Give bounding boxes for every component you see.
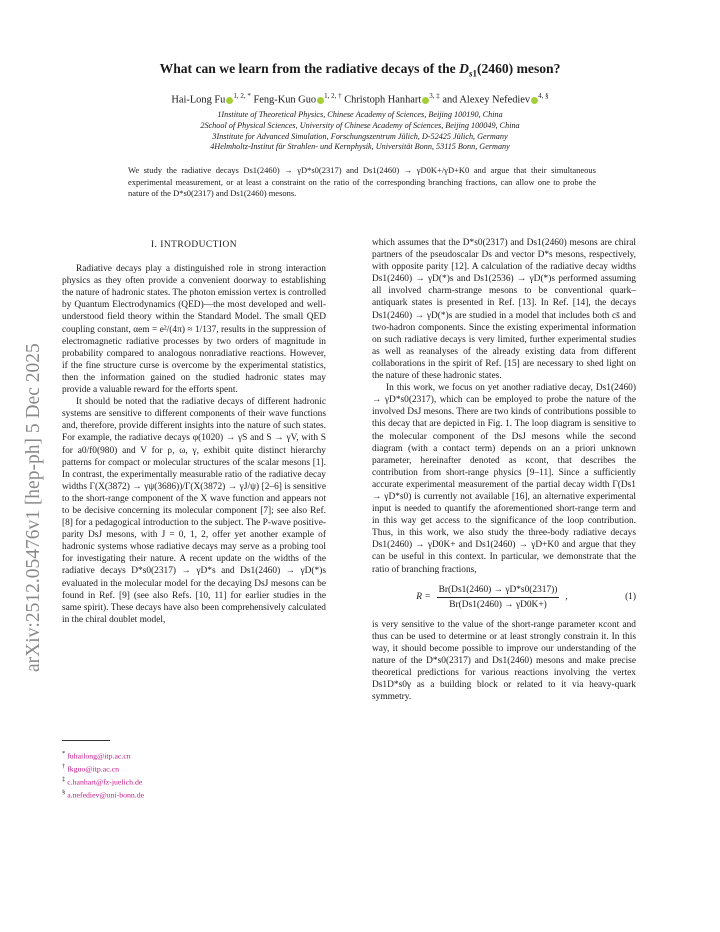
author-name: Christoph Hanhart (344, 94, 422, 106)
arxiv-stamp-text: arXiv:2512.05476v1 [hep-ph] 5 Dec 2025 (23, 343, 44, 672)
author-marks: 1, 2, * (233, 92, 251, 100)
footnote (62, 762, 144, 775)
author-name: Feng-Kun Guo (253, 94, 317, 106)
author-marks: 4, § (538, 92, 549, 100)
footnote (62, 749, 144, 762)
abstract: We study the radiative decays Ds1(2460) → γD*s0(2317) and Ds1(2460) → γD0K+/γD+K0 and argue that their simultaneous experimental measurement, or at least a constraint on the ratio of the corresponding branching fractions, can allow one to probe the nature of the D*s0(2317) and Ds1(2460) mesons. (128, 165, 596, 199)
footnote-rule (62, 740, 110, 741)
equation-fraction (437, 584, 560, 611)
footnote-mark: * (62, 750, 66, 757)
paragraph: In this work, we focus on yet another radiative decay, Ds1(2460) → γD*s0(2317), which can be employed to probe the nature of the involved DsJ mesons. There are two kinds of contributions possible to this decay that are depicted in Fig. 1. The loop diagram is sensitive to the molecular component of the DsJ mesons while the second diagram (with a contact term) depends on an a priori unknown parameter, hereinafter denoted as κcont, that describes the contribution from short-range physics [9–11]. Since a sufficiently accurate experimental measurement of the partial decay width Γ(Ds1 → γD*s0) is currently not available [16], an alternative experimental input is needed to quantify the aforementioned short-range term and in this way get access to the significance of the loop contribution. Thus, in this work, we also study the three-body radiative decays Ds1(2460) → γD0K+ and Ds1(2460) → γD+K0 and argue that they can be useful in this context. In particular, we demonstrate that the ratio of branching fractions, (372, 383, 636, 575)
email-link[interactable]: fuhailong@itp.ac.cn (67, 751, 131, 761)
author-marks: 3, ‡ (429, 92, 440, 100)
email-link[interactable]: a.nefediev@uni-bonn.de (67, 790, 145, 800)
author-name: Hai-Long Fu (171, 94, 226, 106)
equation-number: (1) (625, 592, 636, 603)
author-name: Alexey Nefediev (459, 94, 531, 106)
footnote-mark: § (62, 789, 66, 797)
arxiv-stamp (6, 262, 54, 674)
author-list (80, 92, 640, 105)
author-marks: 1, 2, † (324, 92, 342, 100)
paragraph: which assumes that the D*s0(2317) and Ds1(2460) mesons are chiral partners of the pseudoscalar Ds and vector D*s mesons, respectively, with opposite parity [12]. A calculation of the radiative decay widths Ds1(2460) → γD(*)s and Ds1(2536) → γD(*)s performed assuming all involved charm-strange mesons to be conventional quark–antiquark states is presented in Ref. [13]. In Ref. [14], the decays Ds1(2460) → γD(*)s are studied in a model that includes both cs̄ and two-hadron components. Since the existing experimental information on such radiative decays is very limited, further experimental studies as well as reanalyses of the already existing data from different collaborations in the spirit of Ref. [15] are necessary to shed light on the nature of these hadronic states. (372, 238, 636, 382)
authors-connector: and (442, 94, 458, 106)
paper-title: What can we learn from the radiative decays of the $D_{s1}(2460)$ meson? (159, 61, 561, 79)
left-column (62, 239, 326, 626)
equation-lhs: R = (416, 592, 431, 603)
right-column (372, 237, 636, 703)
email-link[interactable]: c.hanhart@fz-juelich.de (67, 777, 143, 787)
equation-numerator: Br(Ds1(2460) → γD*s0(2317)) (437, 584, 560, 598)
paragraph: It should be noted that the radiative decays of different hadronic systems are sensitive to different components of their wave functions and, therefore, provide different insights into the nature of such states. For example, the radiative decays φ(1020) → γS and S → γV, with S for a0/f0(980) and V for ρ, ω, γ, exhibit quite distinct hierarchy patterns for compact or molecular structures of the scalar mesons [1]. In contrast, the experimentally measurable ratio of the radiative decay widths Γ(X(3872) → γψ(3686))/Γ(X(3872) → γJ/ψ) [2–6] is sensitive to the short-range component of the X wave function and appears not to be decisive concerning its molecular component [7]; see also Ref. [8] for a pedagogical introduction to the subject. The P-wave positive-parity DsJ mesons, with J = 0, 1, 2, offer yet another example of hadronic systems whose radiative decays may serve as a probing tool for investigating their nature. A recent update on the widths of the radiative decays D*s0(2317) → γD*s and Ds1(2460) → γD(*)s evaluated in the molecular model for the decaying DsJ mesons can be found in Ref. [9] (see also Refs. [10, 11] for earlier studies in the same spirit). These decays have also been comprehensively calculated in the chiral doublet model, (62, 397, 326, 625)
paragraph: is very sensitive to the value of the short-range parameter κcont and thus can be used to determine or at least strongly constrain it. In this way, it should become possible to improve our understanding of the nature of the D*s0(2317) and Ds1(2460) mesons and make precise theoretical predictions for various reactions involving the vertex Ds1D*s0γ as a building block or related to it via heavy-quark symmetry. (372, 619, 636, 703)
footnote-mark: † (62, 763, 66, 771)
equation-trail: , (565, 592, 568, 603)
equation-1 (372, 584, 636, 611)
equation-denominator: Br(Ds1(2460) → γD0K+) (449, 599, 547, 610)
paragraph: Radiative decays play a distinguished role in strong interaction physics as they often provide a convenient doorway to establishing the nature of hadronic states. The photon emission vertex is controlled by Quantum Electrodynamics (QED)—the most developed and well-understood field theory within the Standard Model. The small QED coupling constant, αem = e²/(4π) ≈ 1/137, results in the suppression of electromagnetic radiative processes by two orders of magnitude in probability compared to analogous nonradiative reactions. However, if the fine structure curse is overcome by the experimental statistics, then the information gained on the studied hadronic states may provide a valuable reward for the efforts spent. (62, 264, 326, 396)
affiliation: 3Institute for Advanced Simulation, Forschungszentrum Jülich, D-52425 Jülich, Germany (212, 131, 508, 141)
email-link[interactable]: fkguo@itp.ac.cn (67, 764, 119, 774)
affiliation: 1Institute of Theoretical Physics, Chinese Academy of Sciences, Beijing 100190, China (217, 110, 503, 119)
affiliation: 4Helmholtz-Institut für Strahlen- und Kernphysik, Universität Bonn, 53115 Bonn, Germany (210, 142, 510, 152)
section-heading: I. INTRODUCTION (150, 240, 238, 250)
footnotes (62, 749, 144, 801)
footnote (62, 788, 144, 801)
footnote (62, 775, 144, 788)
footnote-mark: ‡ (62, 776, 66, 784)
affiliation: 2School of Physical Sciences, University of Chinese Academy of Sciences, Beijing 100049, China (200, 120, 520, 130)
affiliations (80, 110, 640, 153)
